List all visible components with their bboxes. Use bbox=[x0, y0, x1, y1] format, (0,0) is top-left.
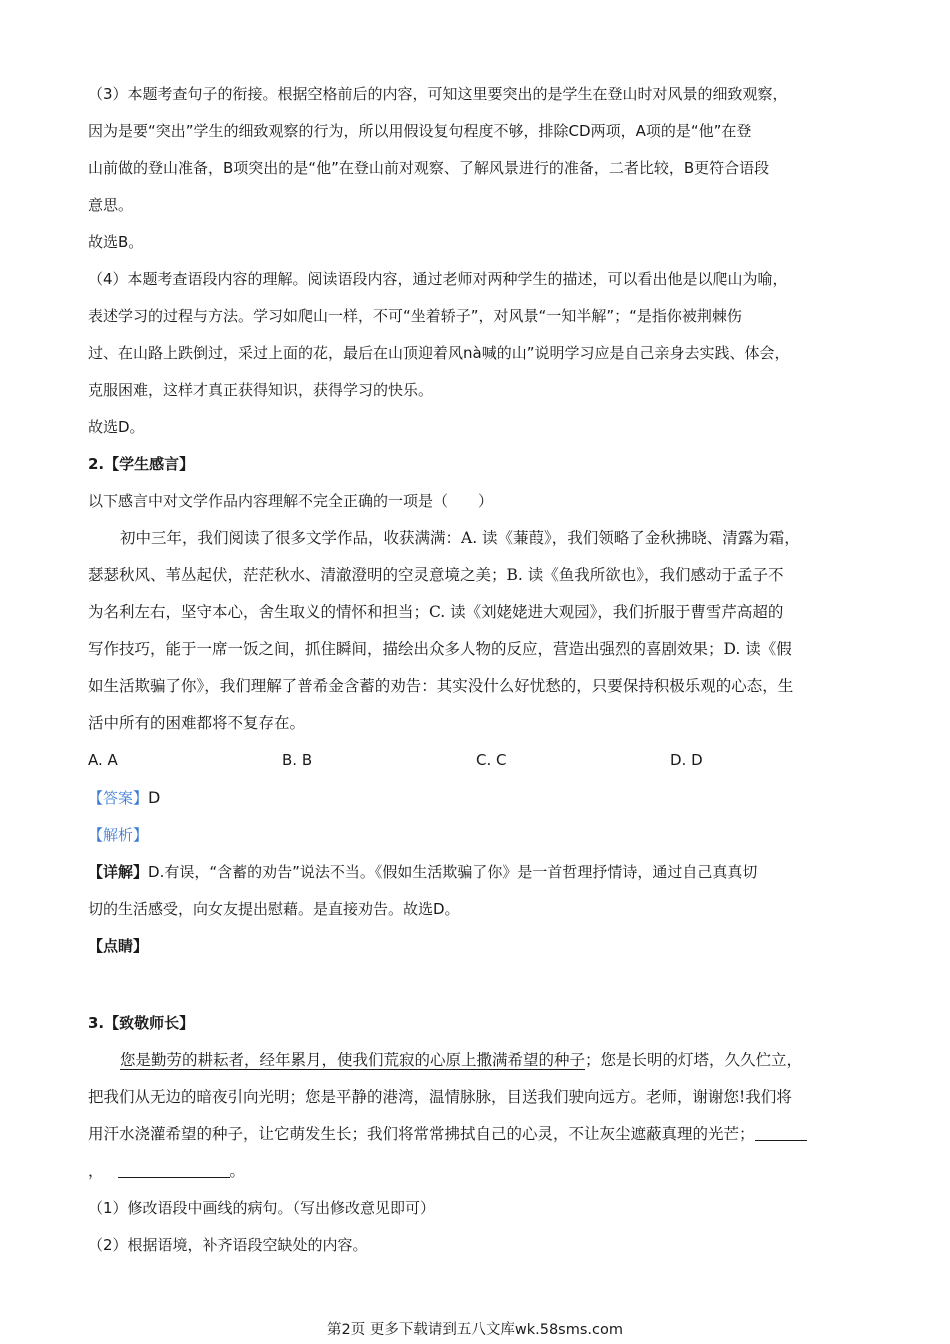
text-line: 山前做的登山准备，B项突出的是“他”在登山前对观察、了解风景进行的准备，二者比较，B更符合语段 bbox=[88, 159, 770, 177]
answer-line bbox=[88, 779, 872, 817]
text-line: （3）本题考查句子的衔接。根据空格前后的内容，可知这里要突出的是学生在登山时对风景的细致观察， bbox=[88, 85, 788, 103]
question-title: 2.【学生感言】 bbox=[88, 455, 195, 473]
detail-label: 【详解】 bbox=[88, 863, 149, 881]
question-3 bbox=[88, 1005, 872, 1264]
q1-part4 bbox=[88, 261, 872, 446]
text-line: （4）本题考查语段内容的理解。阅读语段内容，通过老师对两种学生的描述，可以看出他是以爬山为喻， bbox=[88, 270, 788, 288]
period-text: 。 bbox=[229, 1162, 246, 1180]
choice-line: 故选D。 bbox=[88, 418, 145, 436]
spacer bbox=[88, 965, 872, 1005]
answer-label: 【答案】 bbox=[88, 789, 149, 807]
passage-line: 写作技巧，能于一席一饭之间，抓住瞬间，描绘出众多人物的反应，营造出强烈的喜剧效果；D. 读《假 bbox=[88, 640, 792, 658]
text-line: 因为是要“突出”学生的细致观察的行为，所以用假设复句程度不够，排除CD两项，A项的是“他”在登 bbox=[88, 122, 752, 140]
analysis-label: 【解析】 bbox=[88, 826, 149, 844]
fill-blank-1[interactable] bbox=[755, 1124, 807, 1141]
detail-line bbox=[88, 854, 872, 891]
text-line: 意思。 bbox=[88, 196, 134, 214]
page-footer: 第2页 更多下载请到五八文库wk.58sms.com bbox=[327, 1322, 623, 1338]
passage-line bbox=[88, 1042, 872, 1079]
passage-line: 瑟瑟秋风、苇丛起伏，茫茫秋水、清澈澄明的空灵意境之美；B. 读《鱼我所欲也》，我们感动于孟子不 bbox=[88, 566, 784, 584]
options-row bbox=[88, 742, 872, 779]
sub-question-2: （2）根据语境，补齐语段空缺处的内容。 bbox=[88, 1236, 368, 1254]
fill-blank-2[interactable] bbox=[118, 1161, 230, 1178]
passage-text: 用汗水浇灌希望的种子，让它萌发生长；我们将常常拂拭自己的心灵，不让灰尘遮蔽真理的光芒； bbox=[88, 1125, 755, 1143]
passage-line: 如生活欺骗了你》，我们理解了普希金含蓄的劝告：其实没什么好忧愁的，只要保持积极乐观的心态，生 bbox=[88, 677, 794, 695]
option-a: A. A bbox=[88, 751, 118, 769]
sub-question-1: （1）修改语段中画线的病句。（写出修改意见即可） bbox=[88, 1199, 436, 1217]
question-2 bbox=[88, 446, 872, 965]
option-b: B. B bbox=[282, 751, 313, 769]
page-content bbox=[88, 76, 872, 1264]
passage-line bbox=[88, 1116, 872, 1153]
passage-line: 初中三年，我们阅读了很多文学作品，收获满满：A. 读《蒹葭》，我们领略了金秋拂晓、清露为霜， bbox=[120, 529, 800, 547]
comment-label: 【点睛】 bbox=[88, 937, 149, 955]
option-c: C. C bbox=[476, 751, 507, 769]
passage-text: ；您是长明的灯塔，久久伫立， bbox=[585, 1051, 803, 1069]
passage-line: 活中所有的困难都将不复存在。 bbox=[88, 714, 306, 732]
passage-line: 为名利左右，坚守本心，舍生取义的情怀和担当；C. 读《刘姥姥进大观园》，我们折服于曹雪芹高超的 bbox=[88, 603, 784, 621]
underlined-sentence: 您是勤劳的耕耘者，经年累月，使我们荒寂的心原上撒满希望的种子 bbox=[120, 1051, 586, 1069]
passage-line bbox=[88, 1153, 872, 1190]
question-title: 3.【致敬师长】 bbox=[88, 1014, 195, 1032]
question-stem: 以下感言中对文学作品内容理解不完全正确的一项是（ ） bbox=[88, 492, 494, 510]
answer-value: D bbox=[148, 788, 161, 807]
q1-part3 bbox=[88, 76, 872, 261]
choice-line: 故选B。 bbox=[88, 233, 144, 251]
detail-text: D.有误，“含蓄的劝告”说法不当。《假如生活欺骗了你》是一首哲理抒情诗，通过自己真真切 bbox=[148, 863, 758, 881]
option-d: D. D bbox=[670, 751, 703, 769]
detail-line: 切的生活感受，向女友提出慰藉。是直接劝告。故选D。 bbox=[88, 900, 460, 918]
text-line: 过、在山路上跌倒过，采过上面的花，最后在山顶迎着风nà喊的山”说明学习应是自己亲身去实践、体会， bbox=[88, 344, 790, 362]
text-line: 表述学习的过程与方法。学习如爬山一样，不可“坐着轿子”，对风景“一知半解”；“是指你被荆棘伤 bbox=[88, 307, 742, 325]
comma-text: ， bbox=[88, 1162, 104, 1180]
passage-line: 把我们从无边的暗夜引向光明；您是平静的港湾，温情脉脉，目送我们驶向远方。老师，谢谢您!我们将 bbox=[88, 1088, 792, 1106]
passage bbox=[88, 520, 872, 742]
text-line: 克服困难，这样才真正获得知识，获得学习的快乐。 bbox=[88, 381, 434, 399]
